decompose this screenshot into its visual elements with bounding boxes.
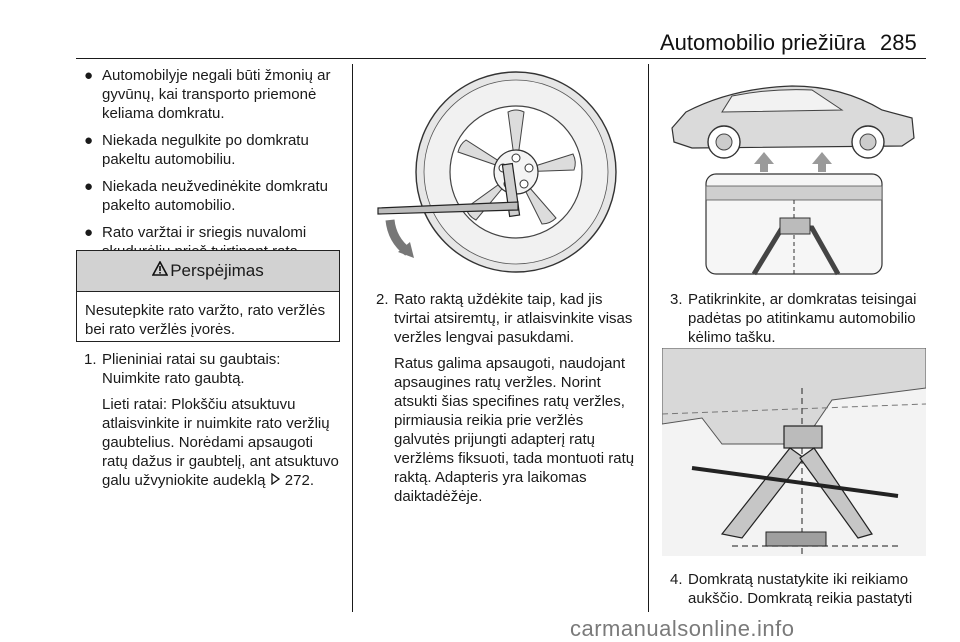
step-number: 2. [376,291,389,308]
bullet-item: ● Rato varžtai ir sriegis nuvalomi [84,224,307,241]
column-divider-left [352,64,353,612]
warning-title: Perspėjimas [170,261,264,280]
step-number: 4. [670,571,683,588]
step-heading: Rato raktą uždėkite taip, kad jis tvirtai atsiremtų, ir atlaisvinkite visas veržles lengvai pasukdami. [394,291,633,346]
scissor-jack-figure [662,348,926,556]
step-heading: Plieniniai ratai su gaubtais: Nuimkite rato gaubtą. [102,351,281,387]
warning-box [76,250,340,342]
watermark: carmanualsonline.info [570,616,795,641]
bullet-item: ● Niekada neužvedinėkite domkratu pakelto automobilio. [84,178,328,214]
safety-bullet-list [84,66,344,269]
bullet-item: ● Automobilyje negali būti žmonių ar gyvūnų, kai transporto priemonė keliama domkratu. [84,67,331,122]
step-1 [84,350,342,497]
step-number: 3. [670,291,683,308]
step-heading: Domkratą nustatykite iki reikiamo aukščio. Domkratą reikia pastatyti [688,571,913,607]
step-4 [670,570,932,615]
step-detail: Ratus galima apsaugoti, naudojant apsaugines ratų veržles. Norint atsukti šias specifines ratų veržles, pirmiausia reikia prie veržlės galvutės prijungti adapterį ratų veržlėms fiksuoti, tada montuoti ratų raktą. Adapteris yra laikomas daiktadėžėje. [394,355,635,505]
warning-triangle-icon [152,261,168,281]
column-divider-right [648,64,649,612]
wheel-wrench-figure [368,68,634,276]
bullet-item: ● Niekada negulkite po domkratu pakeltu automobiliu. [84,132,309,168]
step-2 [376,290,640,513]
page-reference-icon [270,472,281,489]
page-title: Automobilio priežiūra [660,30,866,55]
page-number: 285 [880,30,917,55]
warning-text: Nesutepkite rato varžto, rato veržlės bei rato veržlės įvorės. [85,302,326,338]
warning-header [77,251,339,292]
car-jack-position-figure [662,68,926,276]
header-rule [76,58,926,59]
page-header [0,0,960,56]
step-number: 1. [84,351,97,368]
step-detail: Lieti ratai: Plokščiu atsuktuvu atlaisvinkite ir nuimkite rato veržlių gaubtelius. Norėdami apsaugoti ratų dažus ir gaubtelį, ant atsuktuvo galu užvyniokite audeklą 272. [102,396,339,489]
page-reference: 272. [284,472,314,489]
step-heading: Patikrinkite, ar domkratas teisingai padėtas po atitinkamu automobilio kėlimo tašku. [688,291,917,346]
step-3 [670,290,932,354]
